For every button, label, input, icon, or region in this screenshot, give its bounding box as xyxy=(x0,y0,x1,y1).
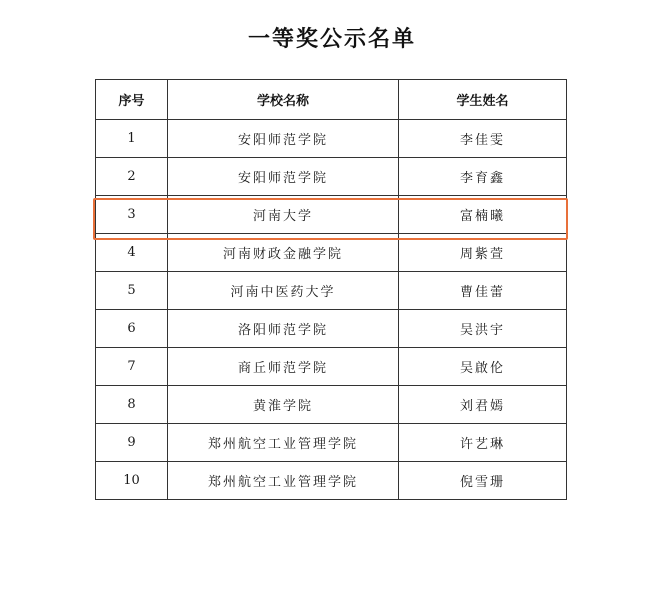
row-serial-number: 2 xyxy=(96,158,168,196)
row-serial-number: 9 xyxy=(96,424,168,462)
table-row xyxy=(96,462,567,500)
table-row-highlighted xyxy=(96,196,567,234)
row-school-name: 郑州航空工业管理学院 xyxy=(168,424,399,462)
row-student-name: 吴洪宇 xyxy=(399,310,567,348)
row-student-name: 曹佳蕾 xyxy=(399,272,567,310)
row-school-name: 安阳师范学院 xyxy=(168,120,399,158)
row-serial-number: 8 xyxy=(96,386,168,424)
row-school-name: 郑州航空工业管理学院 xyxy=(168,462,399,500)
table-row xyxy=(96,386,567,424)
table-row xyxy=(96,272,567,310)
winners-table xyxy=(95,79,567,500)
row-student-name: 周紫萱 xyxy=(399,234,567,272)
table-row xyxy=(96,424,567,462)
header-student-name: 学生姓名 xyxy=(399,80,567,120)
row-school-name: 商丘师范学院 xyxy=(168,348,399,386)
table-row xyxy=(96,310,567,348)
row-student-name: 李育鑫 xyxy=(399,158,567,196)
table-row xyxy=(96,348,567,386)
row-serial-number: 5 xyxy=(96,272,168,310)
row-serial-number: 10 xyxy=(96,462,168,500)
row-school-name: 河南大学 xyxy=(168,196,399,234)
table-row xyxy=(96,120,567,158)
row-serial-number: 4 xyxy=(96,234,168,272)
row-student-name: 富楠曦 xyxy=(399,196,567,234)
row-school-name: 安阳师范学院 xyxy=(168,158,399,196)
row-student-name: 刘君嫣 xyxy=(399,386,567,424)
row-school-name: 洛阳师范学院 xyxy=(168,310,399,348)
header-school-name: 学校名称 xyxy=(168,80,399,120)
table-header-row xyxy=(96,80,567,120)
row-school-name: 河南中医药大学 xyxy=(168,272,399,310)
row-student-name: 许艺琳 xyxy=(399,424,567,462)
row-serial-number: 7 xyxy=(96,348,168,386)
table-row xyxy=(96,234,567,272)
page-title: 一等奖公示名单 xyxy=(247,27,416,52)
row-school-name: 黄淮学院 xyxy=(168,386,399,424)
row-school-name: 河南财政金融学院 xyxy=(168,234,399,272)
row-serial-number: 1 xyxy=(96,120,168,158)
row-student-name: 吴啟伦 xyxy=(399,348,567,386)
row-student-name: 李佳雯 xyxy=(399,120,567,158)
table-row xyxy=(96,158,567,196)
row-student-name: 倪雪珊 xyxy=(399,462,567,500)
row-serial-number: 3 xyxy=(96,196,168,234)
header-serial-number: 序号 xyxy=(96,80,168,120)
row-serial-number: 6 xyxy=(96,310,168,348)
